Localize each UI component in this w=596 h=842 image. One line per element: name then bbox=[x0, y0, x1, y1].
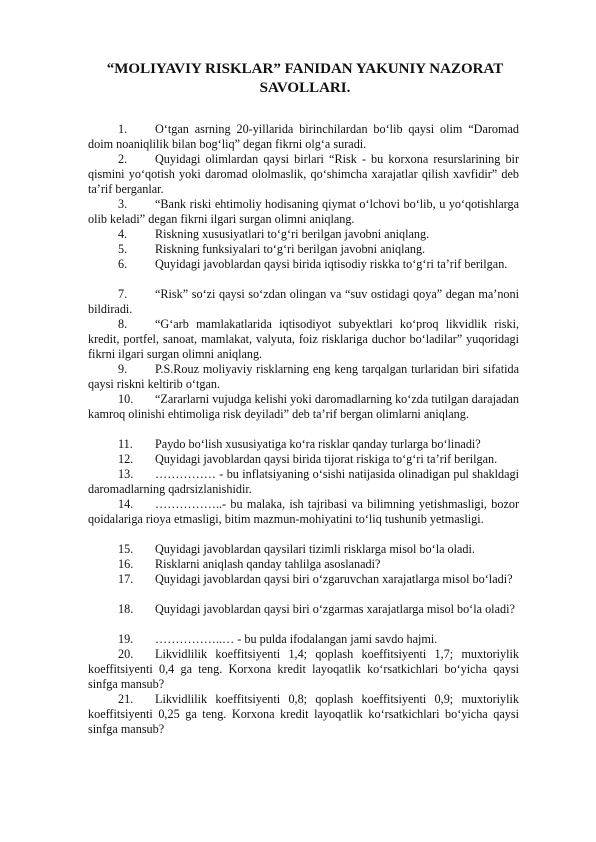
document-title: “MOLIYAVIY RISKLAR” FANIDAN YAKUNIY NAZORAT SAVOLLARI. bbox=[106, 61, 504, 96]
question-number: 17. bbox=[118, 572, 134, 586]
question-text: Riskning funksiyalari toʻgʻri berilgan javobni aniqlang. bbox=[155, 242, 426, 256]
question-number: 2. bbox=[118, 152, 128, 166]
question-item bbox=[88, 227, 519, 242]
question-item bbox=[88, 452, 519, 467]
question-item bbox=[88, 197, 519, 227]
question-number: 11. bbox=[118, 437, 133, 451]
question-number: 20. bbox=[118, 647, 134, 661]
question-text: ……………..- bu malaka, ish tajribasi va bilimning yetishmasligi, bozor qoidalariga rioya etmasligi, bitim mazmun-mohiyatini toʻliq tushunib yetmasligi. bbox=[88, 497, 519, 526]
question-number: 9. bbox=[118, 362, 128, 376]
question-text: Quyidagi javoblardan qaysi biri oʻzgaruvchan xarajatlarga misol boʻladi? bbox=[155, 572, 513, 586]
question-number: 6. bbox=[118, 257, 128, 271]
question-text: Risklarni aniqlash qanday tahlilga asoslanadi? bbox=[155, 557, 381, 571]
question-text: “Gʻarb mamlakatlarida iqtisodiyot subyektlari koʻproq likvidlik riski, kredit, portfel, sanoat, mamlakat, valyuta, foiz risklariga duchor boʻladilar” yuqoridagi fikrni ilgari surgan olimni aniqlang. bbox=[88, 317, 519, 361]
question-item bbox=[88, 557, 519, 572]
question-text: …………… - bu inflatsiyaning oʻsishi natijasida olinadigan pul shakldagi daromadlarning qadrsizlanishidir. bbox=[88, 467, 519, 496]
question-item bbox=[88, 632, 519, 647]
question-item bbox=[88, 287, 519, 317]
question-text: “Zararlarni vujudga kelishi yoki daromadlarning koʻzda tutilgan darajadan kamroq olinishi ehtimoliga risk deyiladi” deb taʼrif bergan olimlarni aniqlang. bbox=[88, 392, 519, 421]
question-number: 21. bbox=[118, 692, 134, 706]
question-text: P.S.Rouz moliyaviy risklarning eng keng tarqalgan turlaridan biri sifatida qaysi riskni keltirib oʻtgan. bbox=[88, 362, 519, 391]
question-text: Likvidlilik koeffitsiyenti 0,8; qoplash koeffitsiyenti 0,9; muxtoriylik koeffitsiyenti 0,25 ga teng. Korxona kredit layoqatlik koʻrsatkichlari boʻyicha qaysi sinfga mansub? bbox=[88, 692, 519, 736]
question-item bbox=[88, 392, 519, 422]
question-text: “Risk” soʻzi qaysi soʻzdan olingan va “suv ostidagi qoya” degan maʼnoni bildiradi. bbox=[88, 287, 519, 316]
question-number: 5. bbox=[118, 242, 128, 256]
question-item bbox=[88, 152, 519, 196]
question-number: 12. bbox=[118, 452, 134, 466]
question-item bbox=[88, 317, 519, 361]
question-number: 4. bbox=[118, 227, 128, 241]
question-item bbox=[88, 467, 519, 497]
question-text: Quyidagi javoblardan qaysi biri oʻzgarmas xarajatlarga misol boʻla oladi? bbox=[155, 602, 515, 616]
question-number: 13. bbox=[118, 467, 134, 481]
question-text: ……………..… - bu pulda ifodalangan jami savdo hajmi. bbox=[155, 632, 438, 646]
question-number: 10. bbox=[118, 392, 134, 406]
question-number: 14. bbox=[118, 497, 134, 511]
question-item bbox=[88, 602, 519, 617]
question-number: 8. bbox=[118, 317, 128, 331]
question-item bbox=[88, 692, 519, 736]
question-text: “Bank riski ehtimoliy hodisaning qiymat oʻlchovi boʻlib, u yoʻqotishlarga olib keladi” degan fikrni ilgari surgan olimni aniqlang. bbox=[88, 197, 519, 226]
question-item bbox=[88, 647, 519, 691]
question-text: Quyidagi javoblardan qaysi birida iqtisodiy riskka toʻgʻri taʼrif berilgan. bbox=[155, 257, 508, 271]
question-text: Oʻtgan asrning 20-yillarida birinchilardan boʻlib qaysi olim “Daromad doim noaniqlilik bilan bogʻliq” degan fikrni olgʻa suradi. bbox=[88, 122, 519, 151]
question-text: Likvidlilik koeffitsiyenti 1,4; qoplash koeffitsiyenti 1,7; muxtoriylik koeffitsiyenti 0,4 ga teng. Korxona kredit layoqatlik koʻrsatkichlari boʻyicha qaysi sinfga mansub? bbox=[88, 647, 519, 691]
question-number: 19. bbox=[118, 632, 134, 646]
question-number: 15. bbox=[118, 542, 134, 556]
question-item bbox=[88, 572, 519, 587]
question-text: Quyidagi javoblardan qaysi birida tijorat riskiga toʻgʻri taʼrif berilgan. bbox=[155, 452, 498, 466]
question-text: Paydo boʻlish xususiyatiga koʻra risklar qanday turlarga boʻlinadi? bbox=[155, 437, 481, 451]
question-number: 7. bbox=[118, 287, 128, 301]
question-item bbox=[88, 497, 519, 527]
question-item bbox=[88, 362, 519, 392]
question-item bbox=[88, 542, 519, 557]
question-number: 1. bbox=[118, 122, 128, 136]
question-item bbox=[88, 122, 519, 152]
question-item bbox=[88, 437, 519, 452]
question-number: 16. bbox=[118, 557, 134, 571]
question-item bbox=[88, 242, 519, 257]
question-text: Riskning xususiyatlari toʻgʻri berilgan javobni aniqlang. bbox=[155, 227, 430, 241]
question-item bbox=[88, 257, 519, 272]
question-text: Quyidagi olimlardan qaysi birlari “Risk - bu korxona resurslarining bir qismini yoʻqotish yoki daromad ololmaslik, qoʻshimcha xarajatlar qilish xavfidir” deb taʼrif berganlar. bbox=[88, 152, 519, 196]
question-number: 3. bbox=[118, 197, 128, 211]
question-number: 18. bbox=[118, 602, 134, 616]
question-text: Quyidagi javoblardan qaysilari tizimli risklarga misol boʻla oladi. bbox=[155, 542, 475, 556]
